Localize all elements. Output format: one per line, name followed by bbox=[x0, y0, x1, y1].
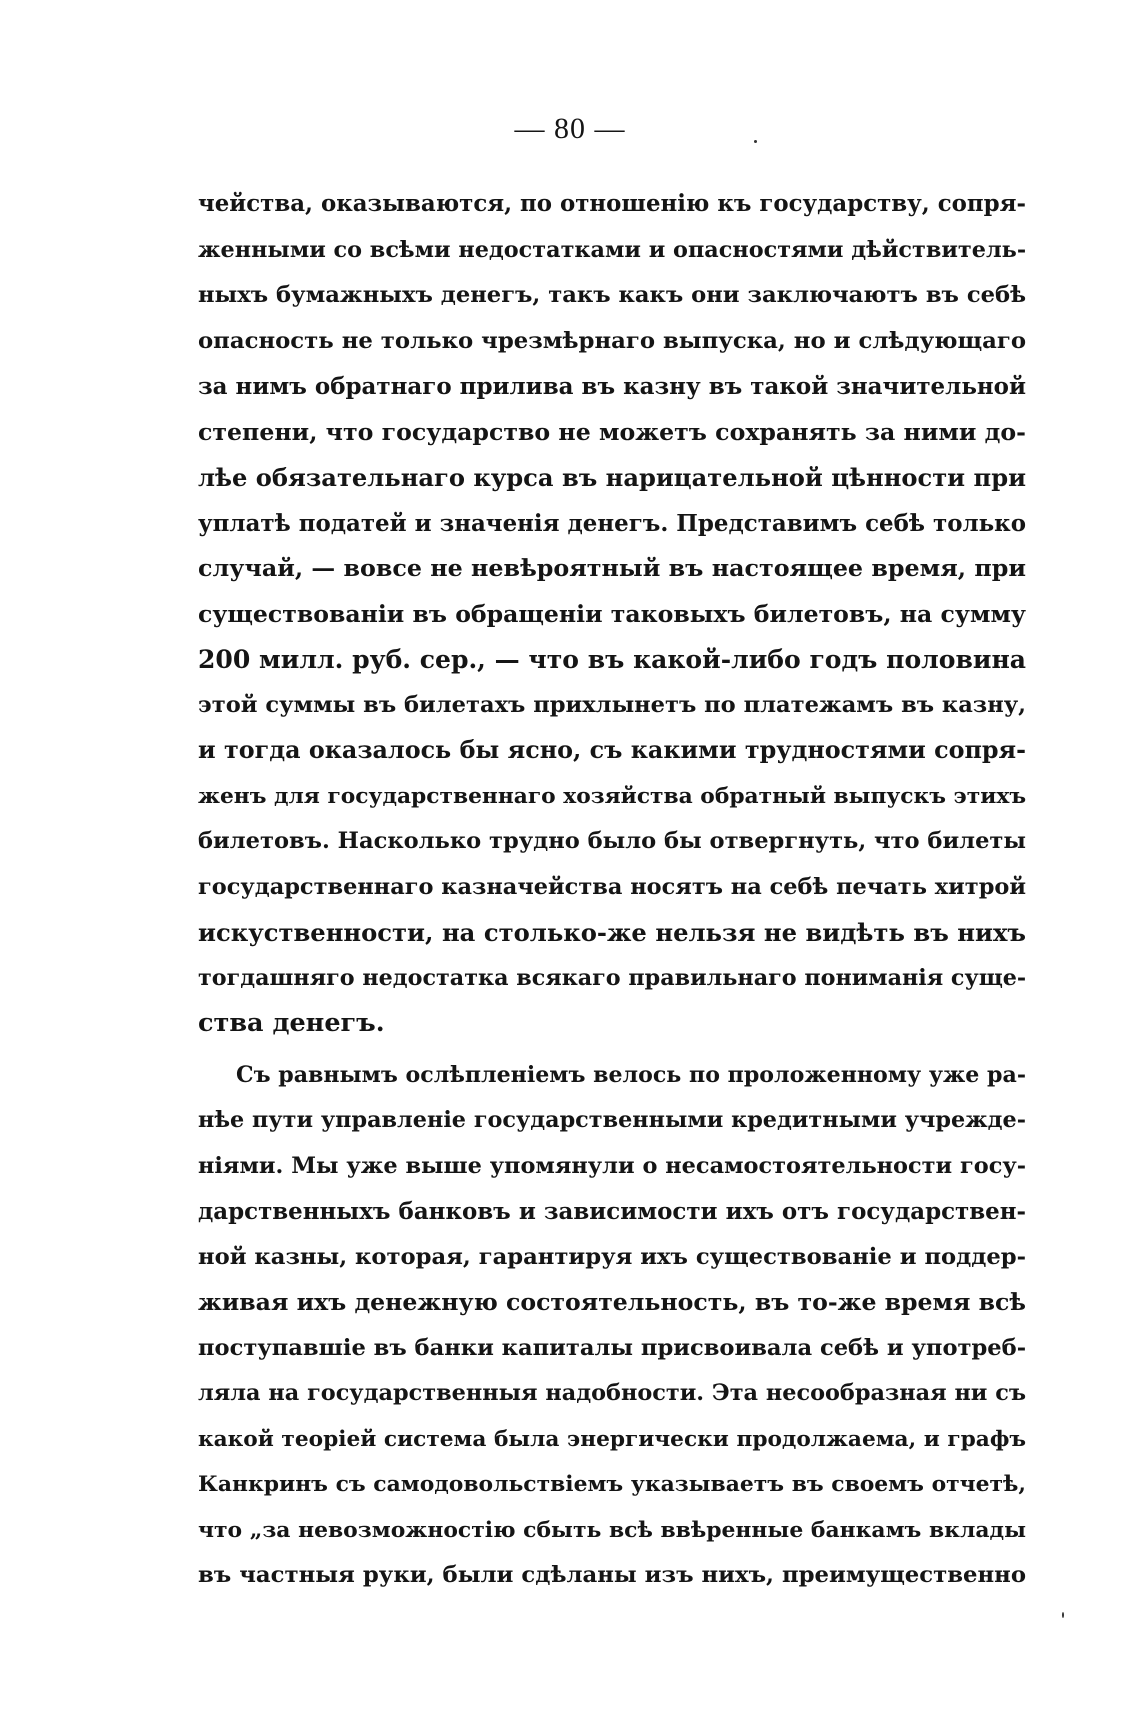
text-line: ной казны, которая, гарантируя ихъ существованіе и поддер- bbox=[198, 1243, 1026, 1270]
text-line: что „за невозможностію сбыть всѣ ввѣренные банкамъ вклады bbox=[198, 1516, 1026, 1543]
text-line: и тогда оказалось бы ясно, съ какими трудностями сопря- bbox=[198, 736, 1026, 764]
text-line: существованіи въ обращеніи таковыхъ билетовъ, на сумму bbox=[198, 599, 1026, 628]
paragraph-1 bbox=[198, 182, 1026, 1047]
paragraph-2 bbox=[198, 1053, 1026, 1599]
text-line: уплатѣ податей и значенія денегъ. Представимъ себѣ только bbox=[198, 509, 1026, 537]
text-line: ства денегъ. bbox=[198, 1008, 385, 1038]
scan-speck bbox=[754, 140, 757, 143]
text-line: дарственныхъ банковъ и зависимости ихъ отъ государствен- bbox=[198, 1198, 1026, 1225]
text-line: Канкринъ съ самодовольствіемъ указываетъ въ своемъ отчетѣ, bbox=[198, 1471, 1026, 1497]
text-line: ніями. Мы уже выше упомянули о несамостоятельности госу- bbox=[198, 1152, 1026, 1179]
text-line: тогдашняго недостатка всякаго правильнаго пониманія суще- bbox=[198, 964, 1027, 991]
text-line: государственнаго казначейства носятъ на себѣ печать хитрой bbox=[198, 873, 1026, 900]
text-line: опасность не только чрезмѣрнаго выпуска, но и слѣдующаго bbox=[198, 327, 1026, 354]
page-number: — 80 — bbox=[514, 112, 626, 145]
scan-speck bbox=[1062, 1612, 1064, 1618]
text-line: 200 милл. руб. сер., — что въ какой-либо годъ половина bbox=[198, 644, 1026, 674]
text-line: искуственности, на столько-же нельзя не видѣть въ нихъ bbox=[198, 918, 1026, 947]
text-line: нѣе пути управленіе государственными кредитными учрежде- bbox=[198, 1107, 1026, 1133]
text-line: этой суммы въ билетахъ прихлынетъ по платежамъ въ казну, bbox=[198, 691, 1026, 718]
text-line: живая ихъ денежную состоятельность, въ то-же время всѣ bbox=[198, 1288, 1026, 1316]
text-line: ляла на государственныя надобности. Эта несообразная ни съ bbox=[198, 1380, 1026, 1406]
text-line: женными со всѣми недостатками и опасностями дѣйствитель- bbox=[198, 236, 1027, 263]
body-text bbox=[198, 182, 1026, 1599]
text-line: за нимъ обратнаго прилива въ казну въ такой значительной bbox=[198, 373, 1026, 400]
text-line: въ частныя руки, были сдѣланы изъ нихъ, преимущественно bbox=[198, 1562, 1026, 1588]
text-line: степени, что государство не можетъ сохранять за ними до- bbox=[198, 417, 1026, 446]
text-line: случай, — вовсе не невѣроятный въ настоящее время, при bbox=[198, 554, 1026, 582]
text-line: поступавшіе въ банки капиталы присвоивала себѣ и употреб- bbox=[198, 1334, 1027, 1361]
text-line: лѣе обязательнаго курса въ нарицательной цѣнности при bbox=[198, 463, 1026, 492]
text-line: женъ для государственнаго хозяйства обратный выпускъ этихъ bbox=[198, 783, 1026, 809]
text-line: ныхъ бумажныхъ денегъ, такъ какъ они заключаютъ въ себѣ bbox=[198, 282, 1026, 308]
text-line: билетовъ. Насколько трудно было бы отвергнуть, что билеты bbox=[198, 828, 1026, 854]
text-line: Съ равнымъ ослѣпленіемъ велось по проложенному уже ра- bbox=[236, 1061, 1026, 1088]
text-line: чейства, оказываются, по отношенію къ государству, сопря- bbox=[198, 191, 1026, 217]
text-line: какой теоріей система была энергически продолжаема, и графъ bbox=[198, 1426, 1026, 1452]
